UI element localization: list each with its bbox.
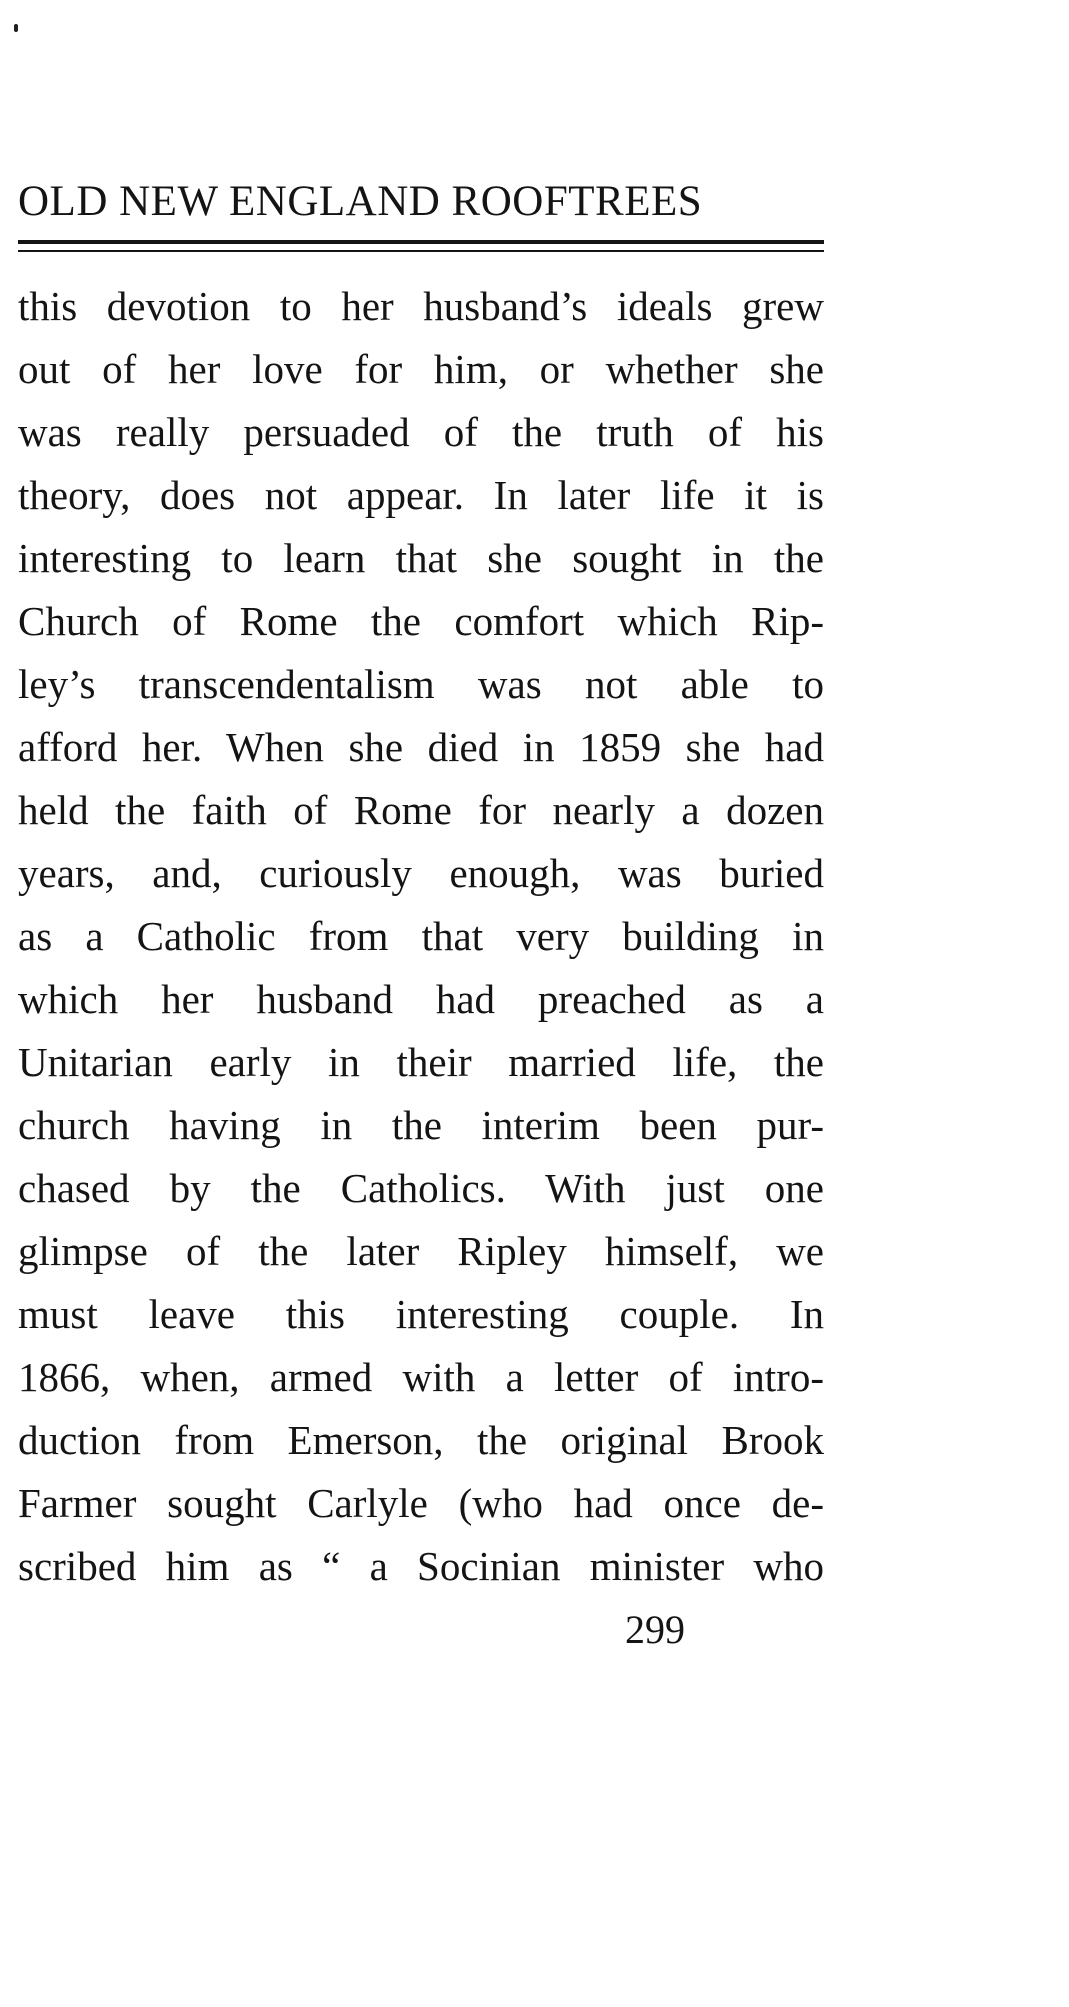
body-text <box>18 275 824 1598</box>
text-line: church having in the interim been pur- <box>18 1102 824 1148</box>
text-line: ley’s transcendentalism was not able to <box>18 661 824 707</box>
header-rule-thick <box>18 240 824 244</box>
text-line: scribed him as “ a Socinian minister who <box>18 1543 824 1589</box>
text-line: Church of Rome the comfort which Rip- <box>18 598 824 644</box>
text-line: out of her love for him, or whether she <box>18 346 824 392</box>
text-line: this devotion to her husband’s ideals grew <box>18 283 824 329</box>
text-line: must leave this interesting couple. In <box>18 1291 824 1337</box>
text-line: afford her. When she died in 1859 she had <box>18 724 824 770</box>
ink-speck <box>14 24 18 32</box>
running-head: OLD NEW ENGLAND ROOFTREES <box>18 178 703 225</box>
header-rule-thin <box>18 250 824 252</box>
text-line: duction from Emerson, the original Brook <box>18 1417 824 1463</box>
text-line: Unitarian early in their married life, the <box>18 1039 824 1085</box>
text-line: years, and, curiously enough, was buried <box>18 850 824 896</box>
text-line: Farmer sought Carlyle (who had once de- <box>18 1480 824 1526</box>
text-line: interesting to learn that she sought in the <box>18 535 824 581</box>
text-line: theory, does not appear. In later life it is <box>18 472 824 518</box>
text-line: chased by the Catholics. With just one <box>18 1165 824 1211</box>
text-line: was really persuaded of the truth of his <box>18 409 824 455</box>
text-line: which her husband had preached as a <box>18 976 824 1022</box>
text-line: 1866, when, armed with a letter of intro- <box>18 1354 824 1400</box>
text-line: glimpse of the later Ripley himself, we <box>18 1228 824 1274</box>
text-line: as a Catholic from that very building in <box>18 913 824 959</box>
page-number: 299 <box>625 1607 685 1652</box>
text-line: held the faith of Rome for nearly a dozen <box>18 787 824 833</box>
